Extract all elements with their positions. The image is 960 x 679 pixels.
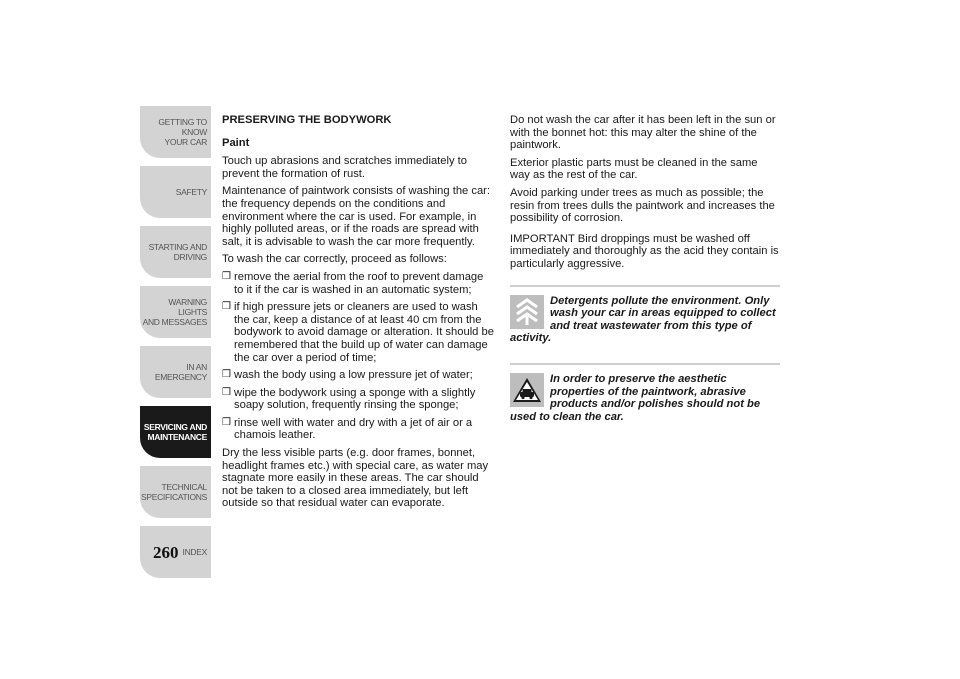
subsection-heading: Paint <box>222 136 250 149</box>
right-column <box>510 114 780 441</box>
chapter-tabs <box>140 106 211 586</box>
tab-label: SERVICING AND MAINTENANCE <box>143 422 207 442</box>
tab-starting-driving[interactable] <box>140 226 211 278</box>
notice-text: In order to preserve the aesthetic properties of the paintwork, abrasive products and/or polishes should not be used to clean the car. <box>510 372 761 423</box>
tab-label: STARTING AND DRIVING <box>148 242 207 262</box>
tab-warning-lights[interactable] <box>140 286 211 338</box>
wash-steps-list <box>222 271 494 442</box>
tab-label: INDEX <box>182 547 207 557</box>
notice-text: Detergents pollute the environment. Only wash your car in areas equipped to collect and treat wastewater from this type of activity. <box>510 294 776 345</box>
tab-label: SAFETY <box>175 187 207 197</box>
warning-car-icon <box>510 373 544 407</box>
section-heading: PRESERVING THE BODYWORK <box>222 114 392 126</box>
list-item: ❒ if high pressure jets or cleaners are used to wash the car, keep a distance of at least 40 cm from the bodywork to avoid damage or alteration. It should be remembered that the build up of water can damage the car over a period of time; <box>222 301 494 364</box>
paragraph: Dry the less visible parts (e.g. door frames, bonnet, headlight frames etc.) with special care, as water may stagnate more easily in these areas. The car should not be taken to a closed area immediately, but left outside so that residual water can evaporate. <box>222 447 489 510</box>
tab-label: TECHNICAL SPECIFICATIONS <box>140 482 207 502</box>
list-item: ❒ wipe the bodywork using a sponge with a slightly soapy solution, frequently rinsing the sponge; <box>222 387 494 412</box>
paragraph: Maintenance of paintwork consists of washing the car: the frequency depends on the conditions and environment where the car is used. For example, in highly polluted areas, or if the roads are spread with salt, it is advisable to wash the car more frequently. <box>222 185 491 248</box>
list-item: ❒ wash the body using a low pressure jet of water; <box>222 369 494 382</box>
paragraph: Avoid parking under trees as much as possible; the resin from trees dulls the paintwork and increases the possibility of corrosion. <box>510 186 775 225</box>
tab-emergency[interactable] <box>140 346 211 398</box>
tab-safety[interactable] <box>140 166 211 218</box>
tab-servicing-maintenance[interactable] <box>140 406 211 458</box>
warning-notice <box>510 363 780 423</box>
left-column <box>222 114 494 515</box>
environment-notice <box>510 285 780 345</box>
list-item: ❒ rinse well with water and dry with a jet of air or a chamois leather. <box>222 417 494 442</box>
list-item: ❒ remove the aerial from the roof to prevent damage to it if the car is washed in an automatic system; <box>222 271 494 296</box>
tab-label: IN AN EMERGENCY <box>154 362 207 382</box>
page-number: 260 <box>153 543 179 562</box>
paragraph: Exterior plastic parts must be cleaned in the same way as the rest of the car. <box>510 156 758 182</box>
tab-label: GETTING TO KNOW YOUR CAR <box>158 117 207 147</box>
tab-getting-to-know[interactable] <box>140 106 211 158</box>
tab-label: WARNING LIGHTS AND MESSAGES <box>142 297 207 327</box>
paragraph: To wash the car correctly, proceed as follows: <box>222 253 447 266</box>
tab-technical-specs[interactable] <box>140 466 211 518</box>
paragraph: Do not wash the car after it has been left in the sun or with the bonnet hot: this may alter the shine of the paintwork. <box>510 114 776 152</box>
paragraph: Touch up abrasions and scratches immediately to prevent the formation of rust. <box>222 155 468 180</box>
paragraph: IMPORTANT Bird droppings must be washed off immediately and thoroughly as the acid they contain is particularly aggressive. <box>510 232 779 270</box>
environment-tree-icon <box>510 295 544 329</box>
